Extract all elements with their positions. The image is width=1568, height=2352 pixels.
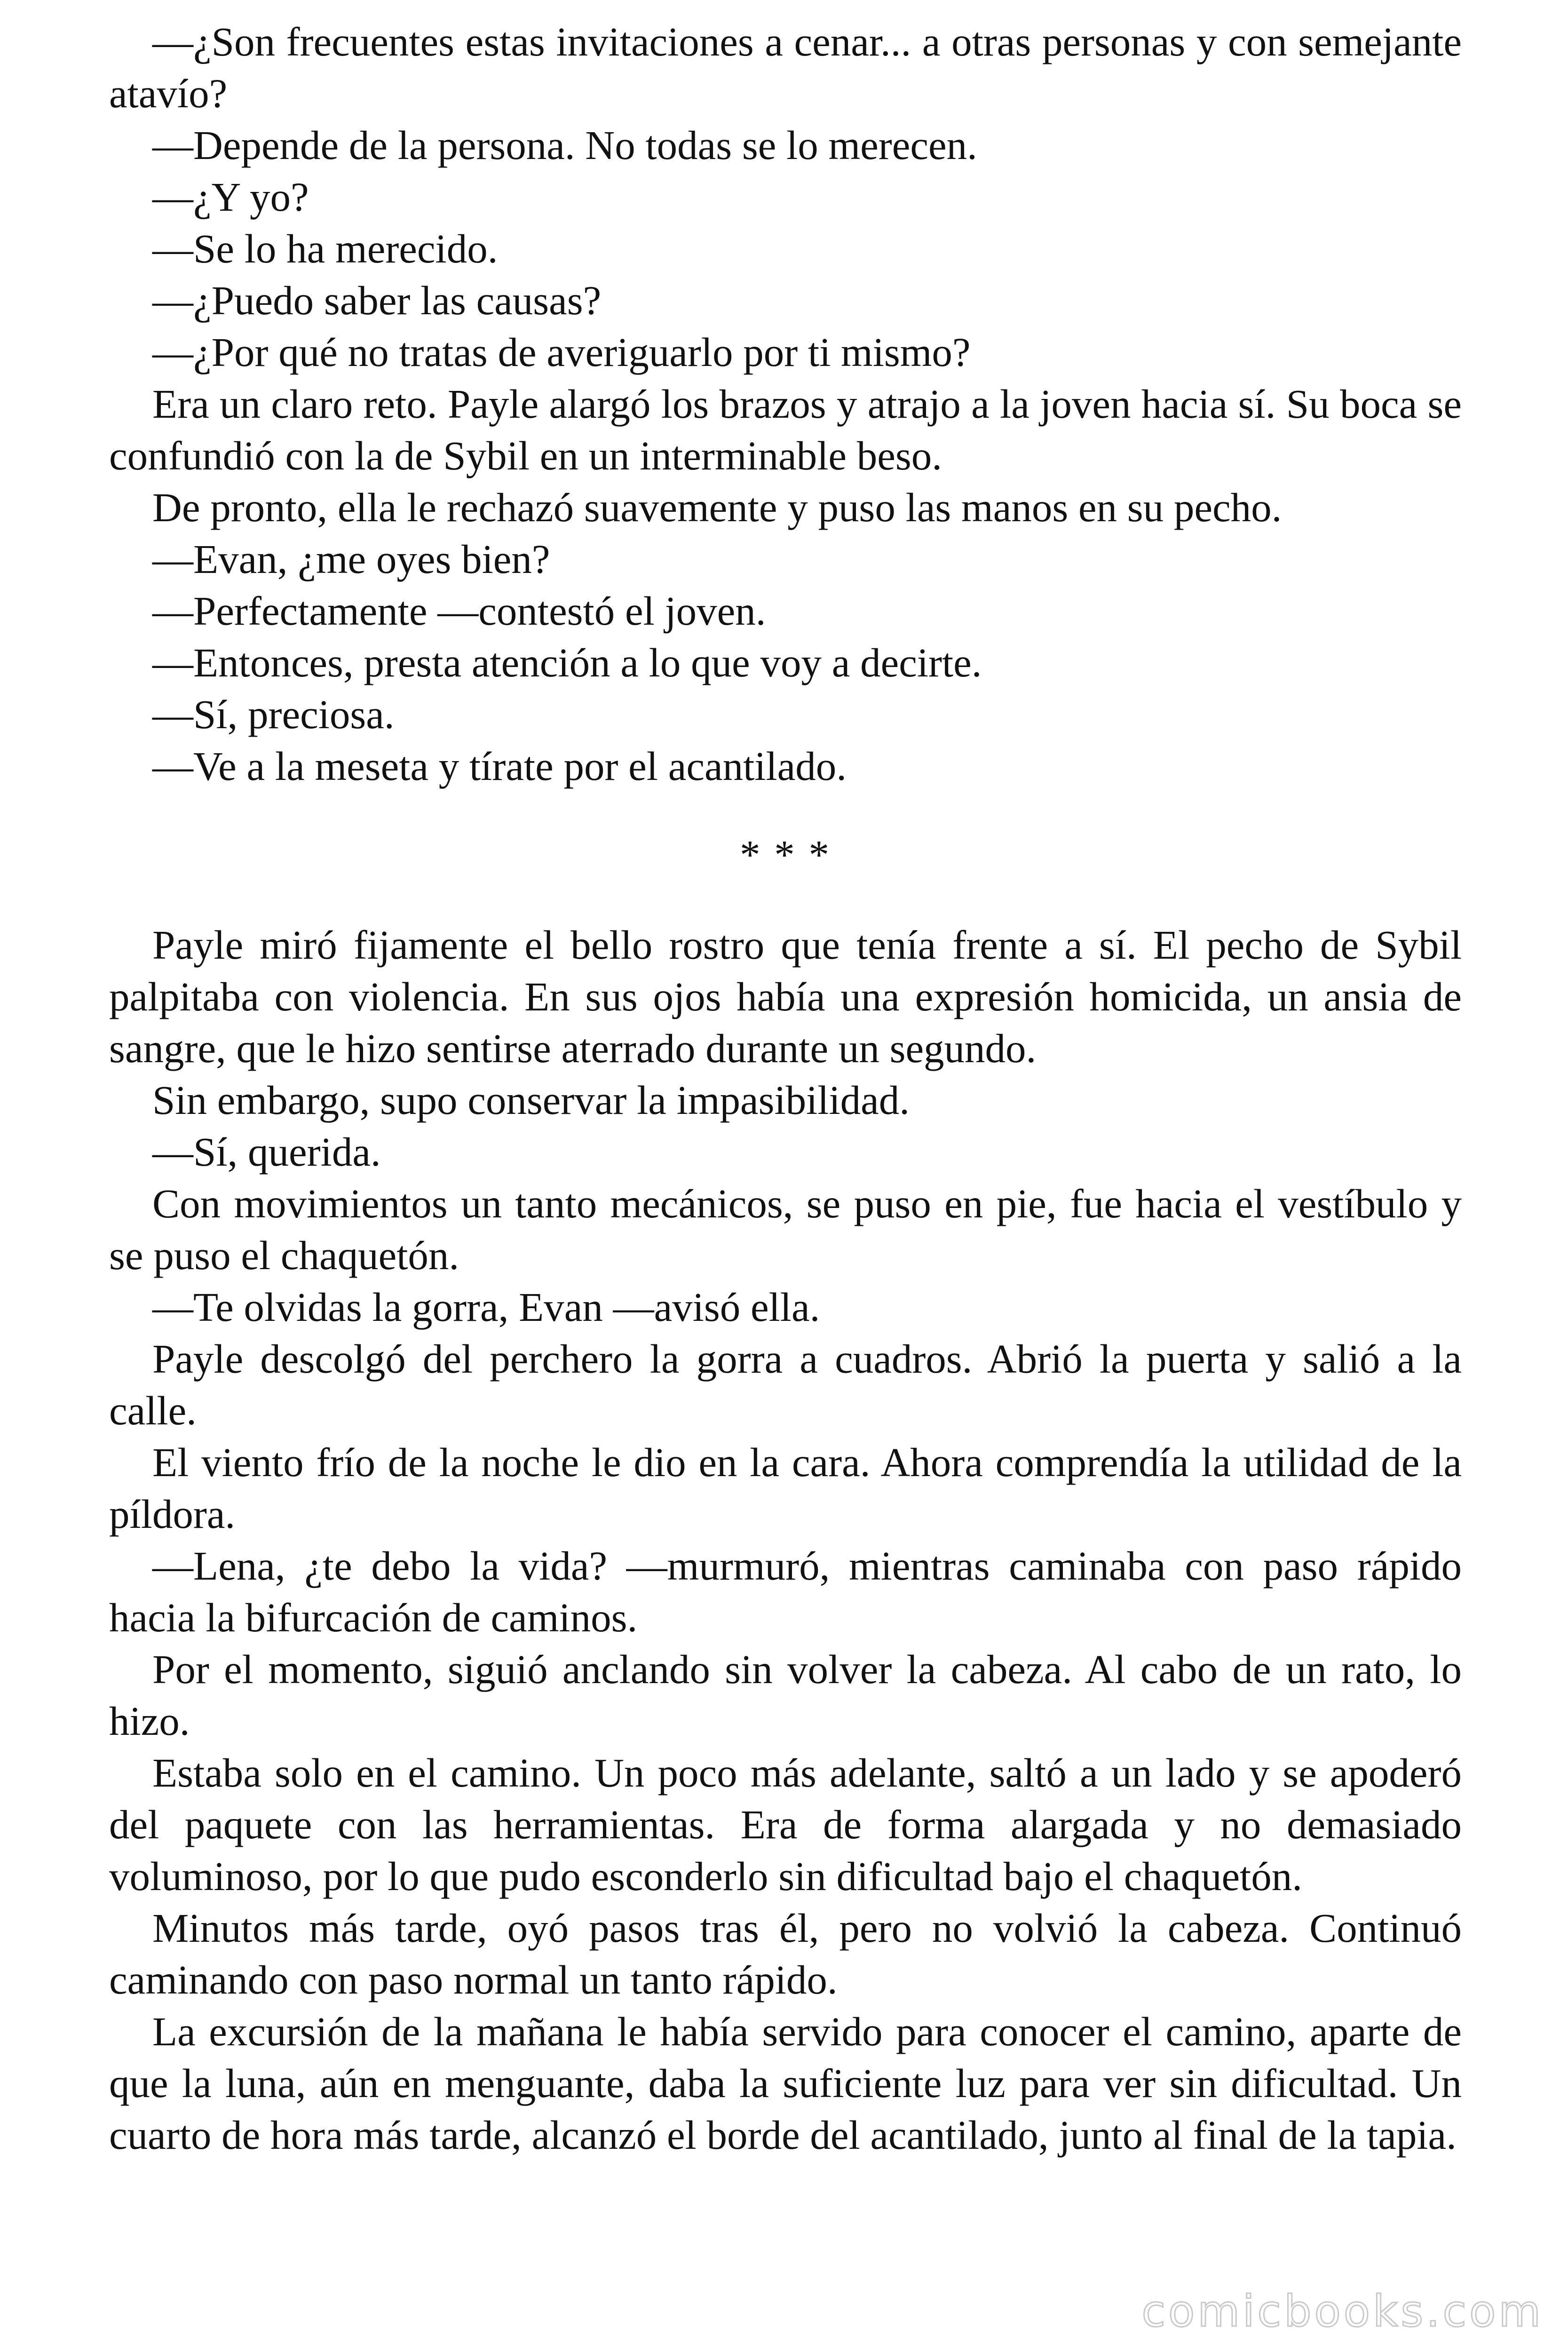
scene-separator: * * * xyxy=(740,832,831,877)
page-text xyxy=(109,16,1462,2161)
paragraph: —Lena, ¿te debo la vida? —murmuró, mientras caminaba con paso rápido hacia la bifurcación de caminos. xyxy=(109,1543,1462,1640)
paragraph: De pronto, ella le rechazó suavemente y puso las manos en su pecho. xyxy=(152,485,1282,530)
paragraph: —Sí, preciosa. xyxy=(152,691,395,737)
paragraph: —Ve a la meseta y tírate por el acantilado. xyxy=(152,743,847,789)
paragraph: Payle miró fijamente el bello rostro que tenía frente a sí. El pecho de Sybil palpitaba con violencia. En sus ojos había una expresión homicida, un ansia de sangre, que le hizo sentirse aterrado durante un segundo. xyxy=(109,922,1462,1071)
watermark: comicbooks.com xyxy=(1141,2286,1544,2336)
paragraph: —¿Son frecuentes estas invitaciones a cenar... a otras personas y con semejante atavío? xyxy=(109,19,1462,116)
paragraph: —Depende de la persona. No todas se lo merecen. xyxy=(152,122,977,168)
paragraph: —¿Y yo? xyxy=(152,174,309,220)
paragraph: Estaba solo en el camino. Un poco más adelante, saltó a un lado y se apoderó del paquete con las herramientas. Era de forma alargada y no demasiado voluminoso, por lo que pudo esconderlo sin dificultad bajo el chaquetón. xyxy=(109,1750,1462,1899)
paragraph: —¿Por qué no tratas de averiguarlo por ti mismo? xyxy=(152,329,971,375)
paragraph: Sin embargo, supo conservar la impasibilidad. xyxy=(152,1077,910,1123)
paragraph: —¿Puedo saber las causas? xyxy=(152,278,602,323)
paragraph: —Perfectamente —contestó el joven. xyxy=(152,588,766,634)
paragraph: Payle descolgó del perchero la gorra a cuadros. Abrió la puerta y salió a la calle. xyxy=(109,1336,1462,1433)
paragraph: Era un claro reto. Payle alargó los brazos y atrajo a la joven hacia sí. Su boca se confundió con la de Sybil en un interminable beso. xyxy=(109,381,1462,478)
paragraph: Minutos más tarde, oyó pasos tras él, pero no volvió la cabeza. Continuó caminando con paso normal un tanto rápido. xyxy=(109,1905,1462,2002)
paragraph: La excursión de la mañana le había servido para conocer el camino, aparte de que la luna, aún en menguante, daba la suficiente luz para ver sin dificultad. Un cuarto de hora más tarde, alcanzó el borde del acantilado, junto al final de la tapia. xyxy=(109,2009,1462,2158)
paragraph: —Se lo ha merecido. xyxy=(152,226,498,271)
paragraph: —Sí, querida. xyxy=(152,1129,381,1175)
paragraph: El viento frío de la noche le dio en la cara. Ahora comprendía la utilidad de la píldora. xyxy=(109,1439,1462,1537)
paragraph: Por el momento, siguió anclando sin volver la cabeza. Al cabo de un rato, lo hizo. xyxy=(109,1646,1462,1744)
paragraph: Con movimientos un tanto mecánicos, se puso en pie, fue hacia el vestíbulo y se puso el chaquetón. xyxy=(109,1181,1462,1278)
paragraph: —Te olvidas la gorra, Evan —avisó ella. xyxy=(152,1284,820,1330)
paragraph: —Evan, ¿me oyes bien? xyxy=(152,536,550,582)
paragraph: —Entonces, presta atención a lo que voy a decirte. xyxy=(152,640,982,685)
